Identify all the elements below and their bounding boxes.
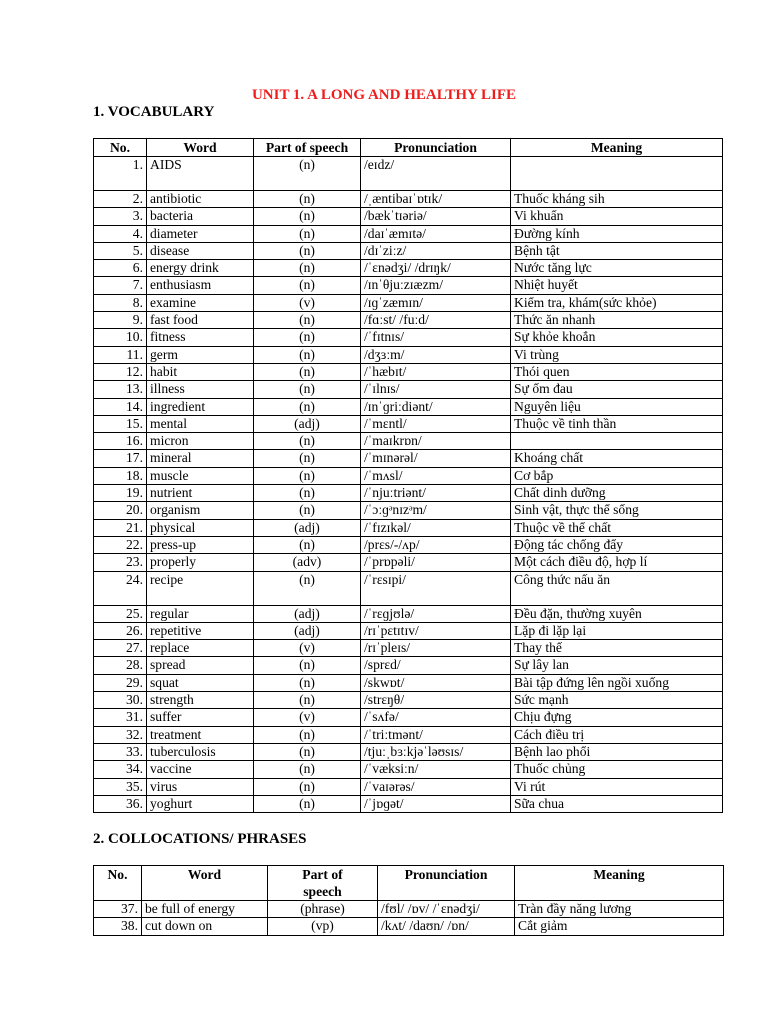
cell-meaning: Nước tăng lực: [511, 260, 723, 277]
cell-part-of-speech: (n): [254, 743, 361, 760]
header-meaning: Meaning: [511, 139, 723, 157]
table-row: [94, 467, 723, 484]
cell-meaning: Thay thế: [511, 640, 723, 657]
cell-word: fast food: [147, 312, 254, 329]
cell-meaning: Bệnh tật: [511, 242, 723, 259]
cell-no: 32.: [94, 726, 147, 743]
cell-meaning: Bệnh lao phổi: [511, 743, 723, 760]
cell-no: 3.: [94, 208, 147, 225]
cell-part-of-speech: (adj): [254, 622, 361, 639]
vocabulary-header-row: [94, 139, 723, 157]
header-word: Word: [147, 139, 254, 157]
cell-part-of-speech: (n): [254, 433, 361, 450]
cell-word: cut down on: [142, 918, 268, 935]
table-row: [94, 743, 723, 760]
cell-no: 5.: [94, 242, 147, 259]
cell-part-of-speech: (n): [254, 795, 361, 812]
cell-meaning: Đường kính: [511, 225, 723, 242]
cell-word: enthusiasm: [147, 277, 254, 294]
cell-word: ingredient: [147, 398, 254, 415]
page-title: UNIT 1. A LONG AND HEALTHY LIFE: [251, 87, 517, 103]
header-word: Word: [142, 866, 268, 901]
cell-meaning: [511, 433, 723, 450]
header-no: No.: [94, 139, 147, 157]
cell-meaning: Thói quen: [511, 363, 723, 380]
cell-word: regular: [147, 605, 254, 622]
cell-word: physical: [147, 519, 254, 536]
cell-word: diameter: [147, 225, 254, 242]
cell-no: 2.: [94, 191, 147, 208]
cell-meaning: Sự khỏe khoắn: [511, 329, 723, 346]
header-part-of-speech-label: Part of speech: [302, 867, 343, 899]
cell-part-of-speech: (n): [254, 536, 361, 553]
cell-part-of-speech: (n): [254, 208, 361, 225]
cell-word: bacteria: [147, 208, 254, 225]
table-row: [94, 208, 723, 225]
cell-meaning: Vi trùng: [511, 346, 723, 363]
cell-no: 26.: [94, 622, 147, 639]
table-row: [94, 277, 723, 294]
cell-part-of-speech: (n): [254, 778, 361, 795]
table-row: [94, 657, 723, 674]
cell-word: disease: [147, 242, 254, 259]
cell-part-of-speech: (n): [254, 312, 361, 329]
cell-meaning: Thuộc về thể chất: [511, 519, 723, 536]
cell-part-of-speech: (n): [254, 726, 361, 743]
cell-pronunciation: /ɪnˈθjuːzɪæzm/: [361, 277, 511, 294]
cell-pronunciation: /ˈvaɪərəs/: [361, 778, 511, 795]
cell-meaning: Vi rút: [511, 778, 723, 795]
cell-meaning: Thuốc kháng sih: [511, 191, 723, 208]
header-no: No.: [94, 866, 142, 901]
table-row: [94, 674, 723, 691]
cell-no: 30.: [94, 692, 147, 709]
cell-word: illness: [147, 381, 254, 398]
cell-pronunciation: /ˈsʌfə/: [361, 709, 511, 726]
cell-meaning: Thuốc chủng: [511, 761, 723, 778]
cell-meaning: Nhiệt huyết: [511, 277, 723, 294]
cell-word: squat: [147, 674, 254, 691]
cell-meaning: Thức ăn nhanh: [511, 312, 723, 329]
cell-pronunciation: /ˈtriːtmənt/: [361, 726, 511, 743]
cell-no: 15.: [94, 415, 147, 432]
cell-part-of-speech: (n): [254, 225, 361, 242]
cell-word: virus: [147, 778, 254, 795]
cell-meaning: Bài tập đứng lên ngồi xuống: [511, 674, 723, 691]
cell-part-of-speech: (phrase): [268, 901, 378, 918]
cell-meaning: Lặp đi lặp lại: [511, 622, 723, 639]
cell-meaning: Động tác chống đẩy: [511, 536, 723, 553]
cell-no: 13.: [94, 381, 147, 398]
cell-word: energy drink: [147, 260, 254, 277]
cell-meaning: Nguyên liệu: [511, 398, 723, 415]
cell-pronunciation: /ˈhæbɪt/: [361, 363, 511, 380]
table-row: [94, 415, 723, 432]
cell-pronunciation: /ˈrɛsɪpi/: [361, 571, 511, 605]
cell-no: 28.: [94, 657, 147, 674]
phrases-header-row: [94, 866, 724, 901]
cell-word: tuberculosis: [147, 743, 254, 760]
table-row: [94, 726, 723, 743]
cell-no: 36.: [94, 795, 147, 812]
cell-no: 1.: [94, 157, 147, 191]
cell-pronunciation: /bækˈtɪəriə/: [361, 208, 511, 225]
cell-pronunciation: /ˈrɛɡjʊlə/: [361, 605, 511, 622]
cell-pronunciation: /prɛs/-/ʌp/: [361, 536, 511, 553]
table-row: [94, 554, 723, 571]
cell-pronunciation: /ˈfɪzɪkəl/: [361, 519, 511, 536]
cell-part-of-speech: (n): [254, 363, 361, 380]
cell-part-of-speech: (n): [254, 692, 361, 709]
cell-no: 22.: [94, 536, 147, 553]
cell-part-of-speech: (n): [254, 277, 361, 294]
cell-part-of-speech: (adj): [254, 415, 361, 432]
cell-part-of-speech: (n): [254, 191, 361, 208]
cell-meaning: Chất dinh dưỡng: [511, 485, 723, 502]
cell-pronunciation: /ˌæntibaɪˈɒtɪk/: [361, 191, 511, 208]
cell-no: 12.: [94, 363, 147, 380]
cell-pronunciation: /ɪnˈɡriːdiənt/: [361, 398, 511, 415]
cell-pronunciation: /strɛŋθ/: [361, 692, 511, 709]
cell-part-of-speech: (adv): [254, 554, 361, 571]
cell-meaning: Cách điều trị: [511, 726, 723, 743]
cell-pronunciation: /ˈmɪnərəl/: [361, 450, 511, 467]
cell-no: 33.: [94, 743, 147, 760]
table-row: [94, 260, 723, 277]
cell-word: organism: [147, 502, 254, 519]
cell-word: suffer: [147, 709, 254, 726]
cell-word: micron: [147, 433, 254, 450]
cell-meaning: Thuộc về tinh thần: [511, 415, 723, 432]
cell-pronunciation: /fɑːst/ /fuːd/: [361, 312, 511, 329]
cell-word: replace: [147, 640, 254, 657]
cell-pronunciation: /ˈɔːɡᵊnɪzᵊm/: [361, 502, 511, 519]
table-row: [94, 536, 723, 553]
cell-no: 29.: [94, 674, 147, 691]
cell-no: 8.: [94, 294, 147, 311]
cell-part-of-speech: (v): [254, 709, 361, 726]
cell-part-of-speech: (n): [254, 242, 361, 259]
cell-part-of-speech: (n): [254, 657, 361, 674]
cell-meaning: Sự ốm đau: [511, 381, 723, 398]
cell-part-of-speech: (n): [254, 346, 361, 363]
cell-pronunciation: /rɪˈpleɪs/: [361, 640, 511, 657]
table-row: [94, 225, 723, 242]
table-row: [94, 346, 723, 363]
cell-pronunciation: /sprɛd/: [361, 657, 511, 674]
cell-pronunciation: /daɪˈæmɪtə/: [361, 225, 511, 242]
cell-word: mental: [147, 415, 254, 432]
table-row: [94, 433, 723, 450]
cell-part-of-speech: (n): [254, 450, 361, 467]
header-pronunciation: Pronunciation: [378, 866, 515, 901]
table-row: [94, 761, 723, 778]
cell-part-of-speech: (n): [254, 329, 361, 346]
cell-word: vaccine: [147, 761, 254, 778]
cell-no: 19.: [94, 485, 147, 502]
cell-pronunciation: /ˈjɒɡət/: [361, 795, 511, 812]
table-row: [94, 795, 723, 812]
cell-meaning: Sữa chua: [511, 795, 723, 812]
cell-no: 10.: [94, 329, 147, 346]
table-row: [94, 485, 723, 502]
header-part-of-speech: [268, 866, 378, 901]
cell-pronunciation: /ˈmaɪkrɒn/: [361, 433, 511, 450]
cell-meaning: Đều đặn, thường xuyên: [511, 605, 723, 622]
cell-pronunciation: /ˈɛnədʒi/ /drɪŋk/: [361, 260, 511, 277]
cell-pronunciation: /ˈɪlnɪs/: [361, 381, 511, 398]
phrases-heading: 2. COLLOCATIONS/ PHRASES: [93, 831, 307, 847]
cell-pronunciation: /dʒɜːm/: [361, 346, 511, 363]
table-row: [94, 692, 723, 709]
cell-pronunciation: /fʊl/ /ɒv/ /ˈɛnədʒi/: [378, 901, 515, 918]
table-row: [94, 191, 723, 208]
cell-word: habit: [147, 363, 254, 380]
cell-part-of-speech: (n): [254, 502, 361, 519]
table-row: [94, 918, 724, 935]
cell-word: treatment: [147, 726, 254, 743]
table-row: [94, 502, 723, 519]
cell-part-of-speech: (vp): [268, 918, 378, 935]
table-row: [94, 778, 723, 795]
cell-meaning: [511, 157, 723, 191]
cell-part-of-speech: (v): [254, 294, 361, 311]
cell-part-of-speech: (n): [254, 381, 361, 398]
cell-word: spread: [147, 657, 254, 674]
cell-part-of-speech: (n): [254, 674, 361, 691]
cell-no: 9.: [94, 312, 147, 329]
cell-part-of-speech: (n): [254, 260, 361, 277]
cell-no: 6.: [94, 260, 147, 277]
cell-no: 37.: [94, 901, 142, 918]
cell-word: repetitive: [147, 622, 254, 639]
cell-pronunciation: /ɪɡˈzæmɪn/: [361, 294, 511, 311]
cell-pronunciation: /rɪˈpɛtɪtɪv/: [361, 622, 511, 639]
table-row: [94, 398, 723, 415]
table-row: [94, 901, 724, 918]
cell-part-of-speech: (v): [254, 640, 361, 657]
cell-meaning: Cơ bắp: [511, 467, 723, 484]
cell-no: 35.: [94, 778, 147, 795]
table-row: [94, 640, 723, 657]
phrases-table: [93, 865, 724, 936]
cell-word: properly: [147, 554, 254, 571]
cell-meaning: Sức mạnh: [511, 692, 723, 709]
header-pronunciation: Pronunciation: [361, 139, 511, 157]
cell-meaning: Tràn đầy năng lương: [515, 901, 724, 918]
cell-no: 24.: [94, 571, 147, 605]
table-row: [94, 381, 723, 398]
cell-no: 14.: [94, 398, 147, 415]
cell-meaning: Công thức nấu ăn: [511, 571, 723, 605]
cell-word: recipe: [147, 571, 254, 605]
header-meaning: Meaning: [515, 866, 724, 901]
cell-no: 11.: [94, 346, 147, 363]
cell-meaning: Cắt giảm: [515, 918, 724, 935]
vocabulary-table: [93, 138, 723, 813]
cell-no: 31.: [94, 709, 147, 726]
cell-word: examine: [147, 294, 254, 311]
table-row: [94, 709, 723, 726]
cell-part-of-speech: (adj): [254, 519, 361, 536]
table-row: [94, 363, 723, 380]
table-row: [94, 519, 723, 536]
cell-pronunciation: /tjuːˌbɜːkjəˈləʊsɪs/: [361, 743, 511, 760]
table-row: [94, 329, 723, 346]
table-row: [94, 242, 723, 259]
cell-word: mineral: [147, 450, 254, 467]
cell-word: yoghurt: [147, 795, 254, 812]
cell-meaning: Kiểm tra, khám(sức khỏe): [511, 294, 723, 311]
cell-part-of-speech: (n): [254, 761, 361, 778]
cell-word: antibiotic: [147, 191, 254, 208]
vocabulary-heading: 1. VOCABULARY: [93, 104, 215, 120]
cell-word: AIDS: [147, 157, 254, 191]
cell-pronunciation: /ˈvæksiːn/: [361, 761, 511, 778]
header-part-of-speech: Part of speech: [254, 139, 361, 157]
cell-pronunciation: /dɪˈziːz/: [361, 242, 511, 259]
cell-pronunciation: /ˈmʌsl/: [361, 467, 511, 484]
cell-part-of-speech: (n): [254, 467, 361, 484]
table-row: [94, 622, 723, 639]
cell-meaning: Sự lây lan: [511, 657, 723, 674]
cell-word: nutrient: [147, 485, 254, 502]
cell-no: 34.: [94, 761, 147, 778]
cell-part-of-speech: (adj): [254, 605, 361, 622]
cell-no: 25.: [94, 605, 147, 622]
cell-no: 21.: [94, 519, 147, 536]
cell-part-of-speech: (n): [254, 571, 361, 605]
cell-word: fitness: [147, 329, 254, 346]
table-row: [94, 312, 723, 329]
cell-word: germ: [147, 346, 254, 363]
cell-meaning: Chịu đựng: [511, 709, 723, 726]
cell-meaning: Sinh vật, thực thể sống: [511, 502, 723, 519]
cell-no: 27.: [94, 640, 147, 657]
cell-part-of-speech: (n): [254, 157, 361, 191]
cell-pronunciation: /eɪdz/: [361, 157, 511, 191]
cell-no: 38.: [94, 918, 142, 935]
table-row: [94, 571, 723, 605]
table-row: [94, 450, 723, 467]
cell-meaning: Vi khuẩn: [511, 208, 723, 225]
cell-no: 20.: [94, 502, 147, 519]
cell-no: 4.: [94, 225, 147, 242]
cell-no: 18.: [94, 467, 147, 484]
cell-word: muscle: [147, 467, 254, 484]
cell-part-of-speech: (n): [254, 398, 361, 415]
table-row: [94, 157, 723, 191]
cell-pronunciation: /ˈmɛntl/: [361, 415, 511, 432]
cell-no: 7.: [94, 277, 147, 294]
table-row: [94, 294, 723, 311]
table-row: [94, 605, 723, 622]
cell-word: press-up: [147, 536, 254, 553]
cell-pronunciation: /ˈfɪtnɪs/: [361, 329, 511, 346]
cell-meaning: Một cách điều độ, hợp lí: [511, 554, 723, 571]
cell-word: strength: [147, 692, 254, 709]
cell-pronunciation: /ˈprɒpəli/: [361, 554, 511, 571]
cell-no: 23.: [94, 554, 147, 571]
cell-pronunciation: /ˈnjuːtriənt/: [361, 485, 511, 502]
cell-part-of-speech: (n): [254, 485, 361, 502]
cell-pronunciation: /kʌt/ /daʊn/ /ɒn/: [378, 918, 515, 935]
cell-pronunciation: /skwɒt/: [361, 674, 511, 691]
cell-no: 17.: [94, 450, 147, 467]
cell-no: 16.: [94, 433, 147, 450]
cell-meaning: Khoáng chất: [511, 450, 723, 467]
cell-word: be full of energy: [142, 901, 268, 918]
